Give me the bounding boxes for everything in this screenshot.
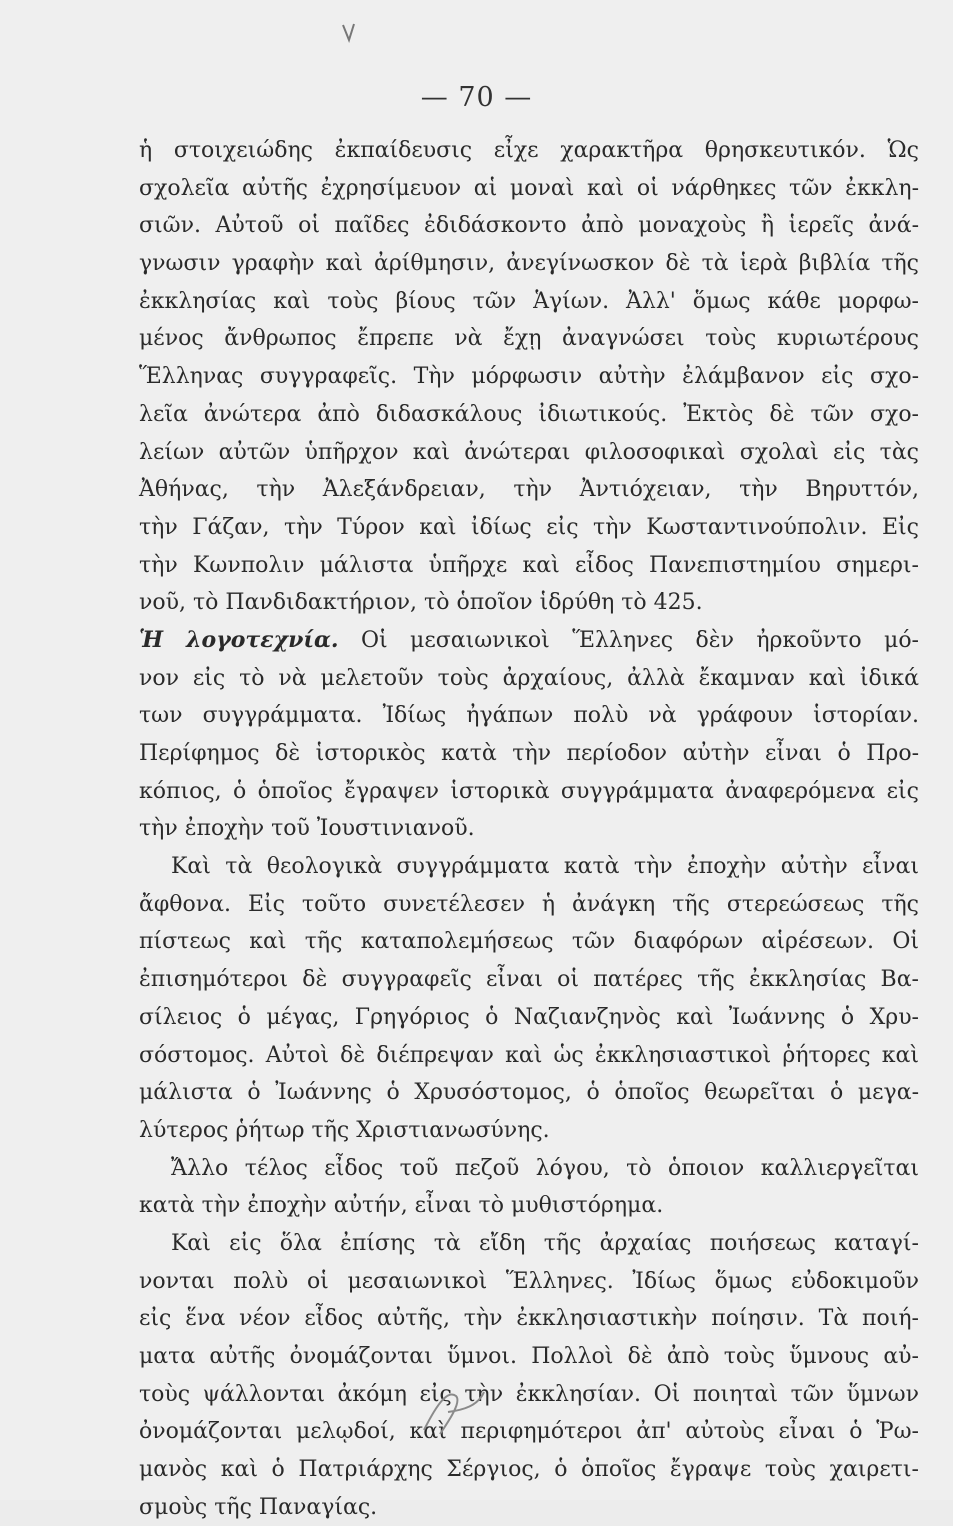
text-line: σχολεῖα αὐτῆς ἐχρησίμευον αἱ μοναὶ καὶ οἱ νάρθηκες τῶν ἐκκλη- — [139, 175, 919, 201]
text-line: μένος ἄνθρωπος ἔπρεπε νὰ ἔχῃ ἀναγνώσει τοὺς κυριωτέρους — [139, 326, 919, 352]
text-line: λύτερος ῥήτωρ τῆς Χριστιανωσύνης. — [139, 1117, 550, 1143]
text-line: ἐπισημότεροι δὲ συγγραφεῖς εἶναι οἱ πατέρες τῆς ἐκκλησίας Βα- — [139, 967, 919, 993]
body-text — [139, 132, 919, 1526]
text-line: Περίφημος δὲ ἱστορικὸς κατὰ τὴν περίοδον αὐτὴν εἶναι ὁ Προ- — [139, 741, 919, 766]
text-line: ἡ στοιχειώδης ἐκπαίδευσις εἶχε χαρακτῆρα θρησκευτικόν. Ὡς — [139, 138, 919, 163]
text-line: νοῦ, τὸ Πανδιδακτήριον, τὸ ὁποῖον ἱδρύθη τὸ 425. — [139, 590, 703, 616]
text-line: σόστομος. Αὐτοὶ δὲ διέπρεψαν καὶ ὡς ἐκκλησιαστικοὶ ῥήτορες καὶ — [139, 1042, 919, 1068]
text-line: εἰς ἕνα νέον εἶδος αὐτῆς, τὴν ἐκκλησιαστικὴν ποίησιν. Τὰ ποιή- — [139, 1306, 919, 1332]
text-line: νονται πολὺ οἱ μεσαιωνικοὶ Ἕλληνες. Ἰδίως ὅμως εὐδοκιμοῦν — [139, 1268, 919, 1294]
section-heading: Ἡ λογοτεχνία. — [139, 626, 339, 653]
text-line: ἄφθονα. Εἰς τοῦτο συνετέλεσεν ἡ ἀνάγκη τῆς στερεώσεως τῆς — [139, 891, 919, 917]
text-line: μανὸς καὶ ὁ Πατριάρχης Σέργιος, ὁ ὁποῖος ἔγραψε τοὺς χαιρετι- — [139, 1457, 919, 1483]
text-line: Ἄλλο τέλος εἶδος τοῦ πεζοῦ λόγου, τὸ ὁποιον καλλιεργεῖται — [171, 1155, 919, 1181]
text-line: Ἀθήνας, τὴν Ἀλεξάνδρειαν, τὴν Ἀντιόχειαν, τὴν Βηρυττόν, — [139, 477, 919, 503]
text-line: ἐκκλησίας καὶ τοὺς βίους τῶν Ἁγίων. Ἀλλ' ὅμως κάθε μορφω- — [139, 288, 919, 314]
text-line: Ἕλληνας συγγραφεῖς. Τὴν μόρφωσιν αὐτὴν ἐλάμβανον εἰς σχο- — [139, 364, 919, 390]
ink-mark — [340, 22, 358, 44]
text-line: σίλειος ὁ μέγας, Γρηγόριος ὁ Ναζιανζηνὸς καὶ Ἰωάννης ὁ Χρυ- — [139, 1004, 919, 1030]
text-line: γνωσιν γραφὴν καὶ ἀρίθμησιν, ἀνεγίνωσκον δὲ τὰ ἱερὰ βιβλία τῆς — [139, 251, 919, 277]
text-line: Καὶ εἰς ὅλα ἐπίσης τὰ εἴδη τῆς ἀρχαίας ποιήσεως καταγί- — [171, 1230, 919, 1256]
text-line-rest: Οἱ μεσαιωνικοὶ Ἕλληνες δὲν ἠρκοῦντο μό- — [338, 627, 919, 653]
text-line: κόπιος, ὁ ὁποῖος ἔγραψεν ἱστορικὰ συγγράμματα ἀναφερόμενα εἰς — [139, 778, 919, 804]
text-line: ὀνομάζονται μελῳδοί, καὶ περιφημότεροι ἀπ' αὐτοὺς εἶναι ὁ Ῥω- — [139, 1419, 919, 1445]
page-number: — 70 — — [420, 82, 533, 113]
text-line: τὴν Κωνπολιν μάλιστα ὑπῆρχε καὶ εἶδος Πανεπιστημίου σημερι- — [139, 552, 919, 578]
text-line: τὴν ἐποχὴν τοῦ Ἰουστινιανοῦ. — [139, 816, 475, 842]
text-line — [139, 622, 919, 660]
text-line: Καὶ τὰ θεολογικὰ συγγράμματα κατὰ τὴν ἐποχὴν αὐτὴν εἶναι — [171, 854, 919, 880]
handwritten-signature — [418, 1382, 488, 1442]
text-line: ματα αὐτῆς ὀνομάζονται ὕμνοι. Πολλοὶ δὲ ἀπὸ τοὺς ὕμνους αὐ- — [139, 1344, 919, 1369]
text-line: τοὺς ψάλλονται ἀκόμη εἰς τὴν ἐκκλησίαν. Οἱ ποιηταὶ τῶν ὕμνων — [139, 1381, 919, 1407]
text-line: σμοὺς τῆς Παναγίας. — [139, 1494, 378, 1520]
text-line: κατὰ τὴν ἐποχὴν αὐτήν, εἶναι τὸ μυθιστόρημα. — [139, 1193, 664, 1219]
text-line: πίστεως καὶ τῆς καταπολεμήσεως τῶν διαφόρων αἱρέσεων. Οἱ — [139, 929, 919, 955]
text-line: σιῶν. Αὐτοῦ οἱ παῖδες ἐδιδάσκοντο ἀπὸ μοναχοὺς ἢ ἱερεῖς ἀνά- — [139, 213, 919, 239]
text-line: λεῖα ἀνώτερα ἀπὸ διδασκάλους ἰδιωτικούς. Ἐκτὸς δὲ τῶν σχο- — [139, 401, 919, 427]
text-line: μάλιστα ὁ Ἰωάννης ὁ Χρυσόστομος, ὁ ὁποῖος θεωρεῖται ὁ μεγα- — [139, 1080, 919, 1106]
text-line: τὴν Γάζαν, τὴν Τύρον καὶ ἰδίως εἰς τὴν Κωσταντινούπολιν. Εἰς — [139, 514, 919, 540]
text-line: λείων αὐτῶν ὑπῆρχον καὶ ἀνώτεραι φιλοσοφικαὶ σχολαὶ εἰς τὰς — [139, 439, 919, 465]
text-line: νον εἰς τὸ νὰ μελετοῦν τοὺς ἀρχαίους, ἀλλὰ ἔκαμναν καὶ ἰδικά — [139, 665, 919, 691]
text-line: των συγγράμματα. Ἰδίως ἠγάπων πολὺ νὰ γράφουν ἱστορίαν. — [139, 703, 919, 729]
